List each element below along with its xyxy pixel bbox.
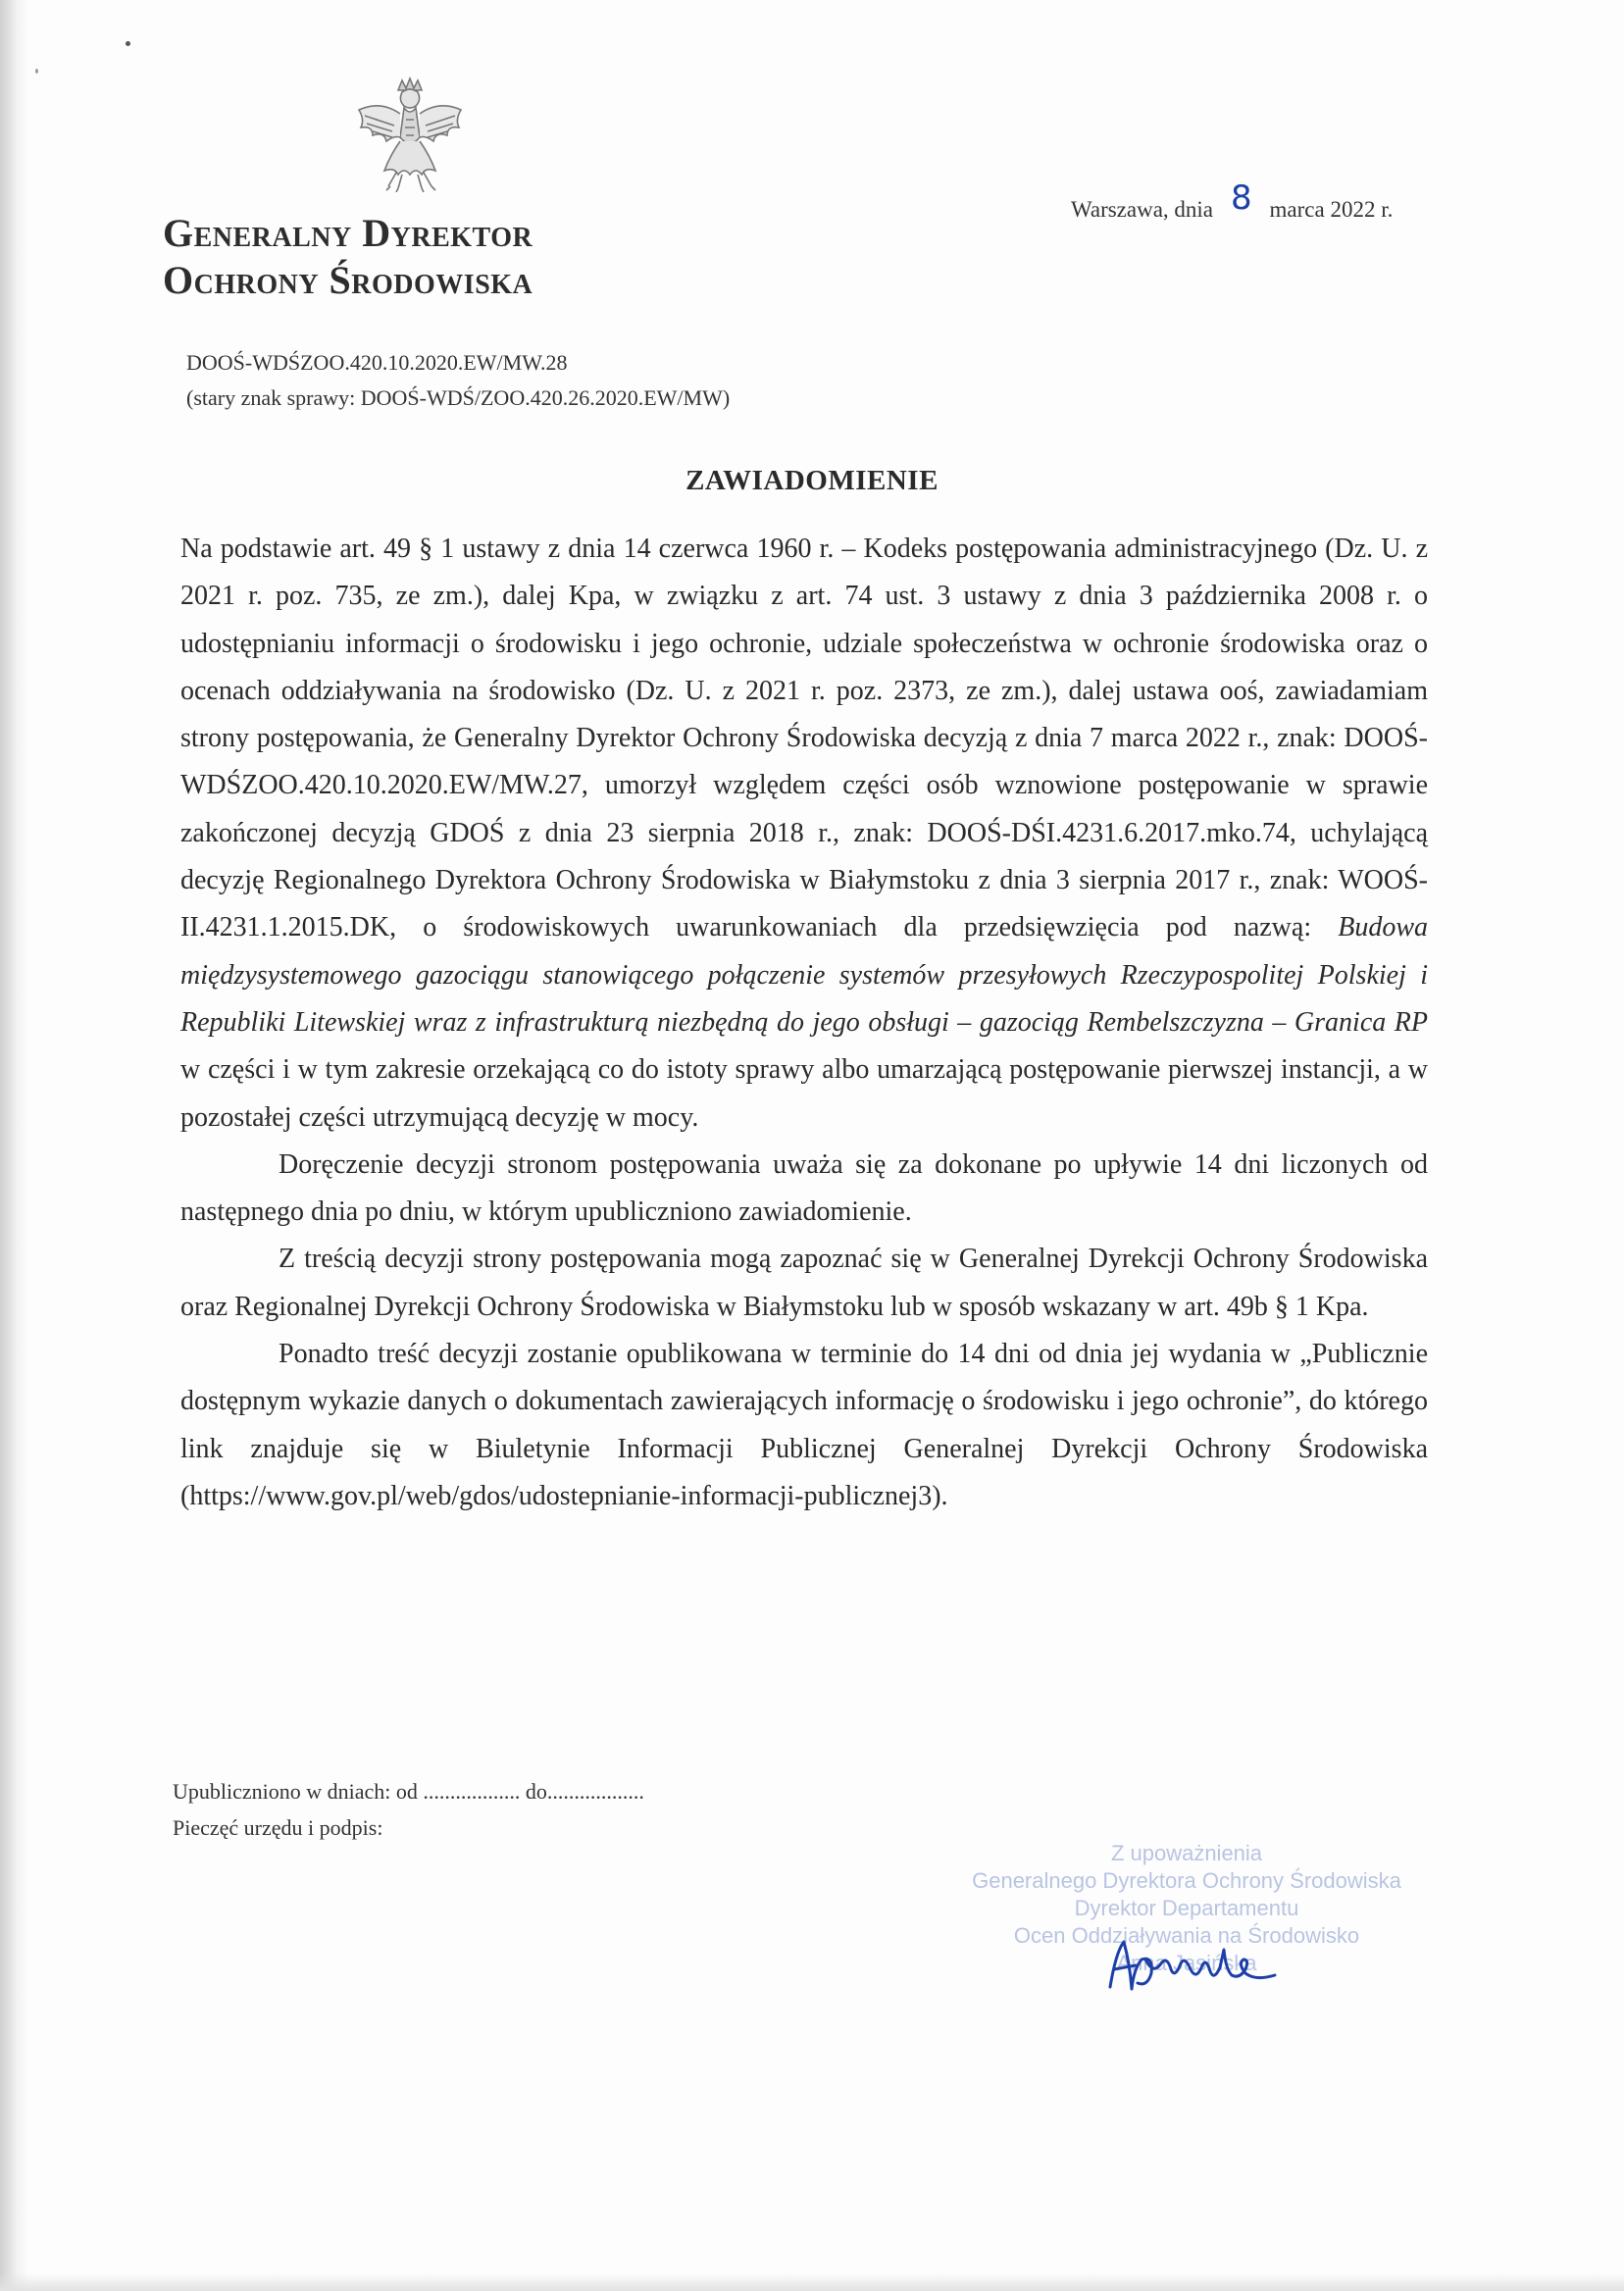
date-suffix: marca 2022 r. xyxy=(1269,197,1394,222)
paragraph-1-text-b: w części i w tym zakresie orzekającą co do istoty sprawy albo umarzającą postępowanie pierwszej instancji, a w pozostałej części utrzymującą decyzję w mocy. xyxy=(180,1054,1428,1133)
paragraph-3: Z treścią decyzji strony postępowania mogą zapoznać się w Generalnej Dyrekcji Ochrony Środowiska oraz Regionalnej Dyrekcji Ochrony Środowiska w Białymstoku lub w sposób wskazany w art. 49b § 1 Kpa. xyxy=(180,1244,1428,1322)
date-line xyxy=(1071,178,1394,226)
document-body xyxy=(180,526,1428,1520)
stamp-line-4: Ocen Oddziaływania na Środowisko xyxy=(1013,1923,1360,1948)
document-title: ZAWIADOMIENIE xyxy=(685,465,939,496)
polish-eagle-emblem-icon xyxy=(351,76,469,192)
scan-speck xyxy=(126,41,130,46)
issuer-heading xyxy=(163,210,533,304)
published-dates-line: Upubliczniono w dniach: od .................. do.................. xyxy=(173,1779,644,1804)
seal-signature-label: Pieczęć urzędu i podpis: xyxy=(173,1815,383,1840)
issuer-title-line1: Generalny Dyrektor xyxy=(163,211,533,255)
paragraph-1 xyxy=(180,526,1428,1142)
reference-block xyxy=(186,345,730,416)
date-day-handwritten: 8 xyxy=(1230,178,1252,218)
handwritten-signature xyxy=(1102,1930,1289,2009)
old-case-number: (stary znak sprawy: DOOŚ-WDŚ/ZOO.420.26.2020.EW/MW) xyxy=(186,385,731,410)
stamp-line-5: Anna Jasińska xyxy=(1116,1951,1257,1975)
scan-speck xyxy=(35,69,38,74)
scan-edge-shadow xyxy=(0,0,29,2291)
stamp-line-1: Z upoważnienia xyxy=(1110,1841,1263,1865)
footer-block xyxy=(173,1773,644,1846)
case-number: DOOŚ-WDŚZOO.420.10.2020.EW/MW.28 xyxy=(186,350,568,375)
paragraph-2: Doręczenie decyzji stronom postępowania uważa się za dokonane po upływie 14 dni liczonych od następnego dnia po dniu, w którym upubliczniono zawiadomienie. xyxy=(180,1148,1428,1228)
project-name-italic: Budowa międzysystemowego gazociągu stanowiącego połączenie systemów przesyłowych Rzeczypospolitej Polskiej i Republiki Litewskiej wraz z infrastrukturą niezbędną do jego obsługi – gazociąg Rembelszczyzna – Granica RP xyxy=(180,912,1428,1038)
scan-bottom-shadow xyxy=(0,2273,1624,2291)
stamp-line-3: Dyrektor Departamentu xyxy=(1074,1896,1299,1920)
stamp-line-2: Generalnego Dyrektora Ochrony Środowiska xyxy=(972,1868,1401,1893)
paragraph-4: Ponadto treść decyzji zostanie opublikowana w terminie do 14 dni od dnia jej wydania w „Publicznie dostępnym wykazie danych o dokumentach zawierających informację o środowisku i jego ochronie”, do którego link znajduje się w Biuletynie Informacji Publicznej Generalnej Dyrekcji Ochrony Środowiska (https://www.gov.pl/web/gdos/udostepnianie-informacji-publicznej3). xyxy=(180,1339,1428,1511)
issuer-title-line2: Ochrony Środowiska xyxy=(163,258,533,302)
paragraph-1-text-a: Na podstawie art. 49 § 1 ustawy z dnia 14 czerwca 1960 r. – Kodeks postępowania administracyjnego (Dz. U. z 2021 r. poz. 735, ze zm.), dalej Kpa, w związku z art. 74 ust. 3 ustawy z dnia 3 października 2008 r. o udostępnianiu informacji o środowisku i jego ochronie, udziale społeczeństwa w ochronie środowiska oraz o ocenach oddziaływania na środowisko (Dz. U. z 2021 r. poz. 2373, ze zm.), dalej ustawa ooś, zawiadamiam strony postępowania, że Generalny Dyrektor Ochrony Środowiska decyzją z dnia 7 marca 2022 r., znak: DOOŚ-WDŚZOO.420.10.2020.EW/MW.27, umorzył względem części osób wznowione postępowanie w sprawie zakończonej decyzją GDOŚ z dnia 23 sierpnia 2018 r., znak: DOOŚ-DŚI.4231.6.2017.mko.74, uchylającą decyzję Regionalnego Dyrektora Ochrony Środowiska w Białymstoku z dnia 3 sierpnia 2017 r., znak: WOOŚ-II.4231.1.2015.DK, o środowiskowych uwarunkowaniach dla przedsięwzięcia pod nazwą: xyxy=(180,534,1428,943)
date-prefix: Warszawa, dnia xyxy=(1071,197,1214,222)
